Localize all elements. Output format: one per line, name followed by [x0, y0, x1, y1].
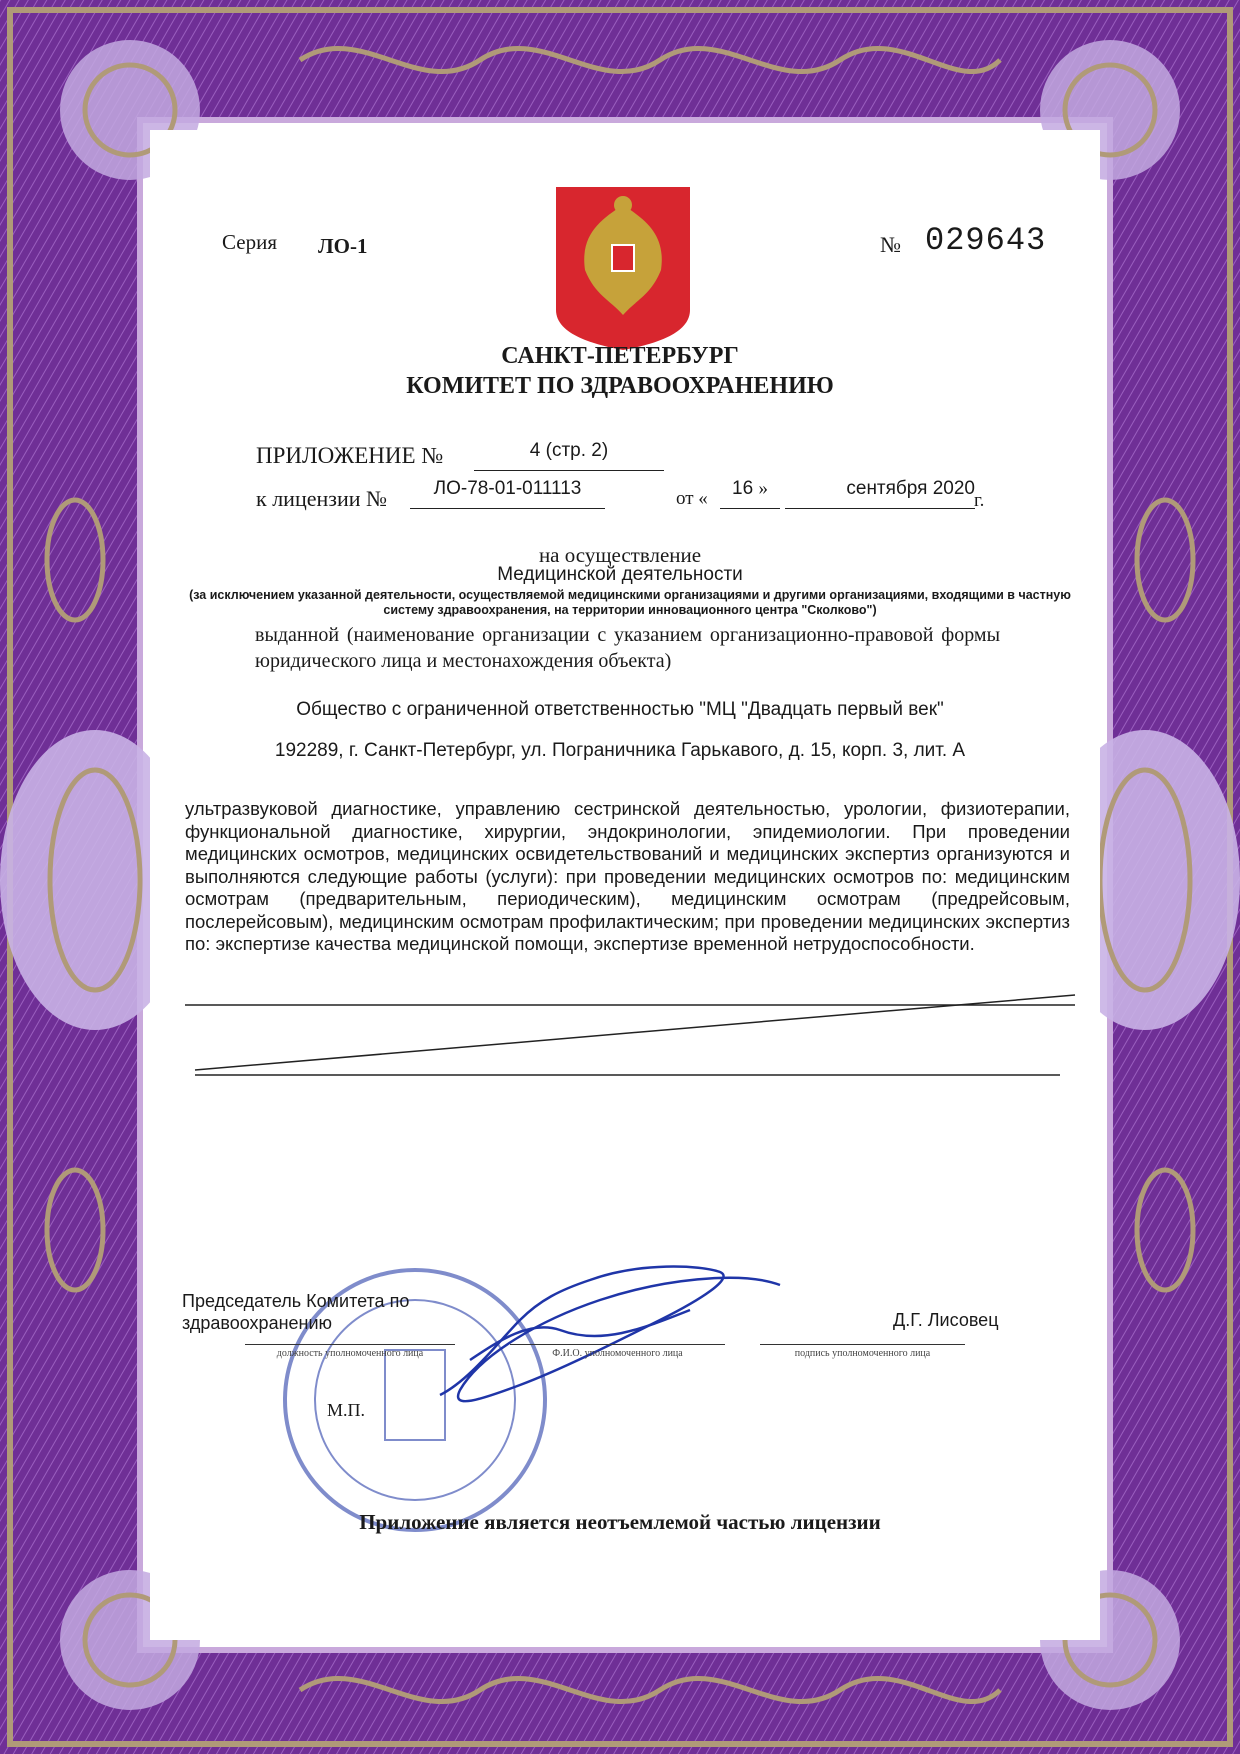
- issuer-city: САНКТ-ПЕТЕРБУРГ: [501, 343, 739, 369]
- signatory-name: Д.Г. Лисовец: [893, 1310, 999, 1330]
- license-date-day: [720, 478, 780, 500]
- position-sign-line: [245, 1344, 455, 1345]
- series-value: ЛО-1: [318, 234, 368, 258]
- form-number: 029643: [925, 222, 1047, 259]
- activity-intro: на осуществление: [538, 543, 702, 567]
- series-label: Серия: [222, 230, 277, 254]
- name-sign-line: [510, 1344, 725, 1345]
- appendix-underline: [474, 470, 664, 471]
- organization-name: Общество с ограниченной ответственностью "МЦ "Двадцать первый век": [296, 699, 944, 720]
- license-number: ЛО-78-01-011113: [433, 478, 582, 499]
- issuer-committee: КОМИТЕТ ПО ЗДРАВООХРАНЕНИЮ: [406, 373, 834, 399]
- issued-to-caption: выданной (наименование организации с указанием организационно-правовой формы юридического лица и местонахождения объекта): [255, 624, 1000, 672]
- number-sign: №: [880, 232, 901, 257]
- caption-signature: подпись уполномоченного лица: [794, 1348, 931, 1359]
- date-quote-close: »: [758, 478, 768, 499]
- date-from-label: от «: [676, 488, 708, 509]
- footer-note: Приложение является неотъемлемой частью лицензии: [359, 1510, 881, 1534]
- license-date-month-year: сентября 2020: [846, 478, 975, 499]
- date-day-underline: [720, 508, 780, 509]
- services-text: ультразвуковой диагностике, управлению сестринской деятельностью, урологии, физиотерапии, функциональной диагностике, хирургии, эндокринологии, эпидемиологии. При проведении медицинских осмотров, медицинских освидетельствований и медицинских экспертиз организуются и выполняются следующие работы (услуги): при проведении медицинских осмотров по: медицинским осмотрам (предварительным, периодическим), медицинским осмотрам (предрейсовым, послерейсовым), медицинским осмотрам профилактическим; при проведении медицинских экспертиз по: экспертизе качества медицинской помощи, экспертизе временной нетрудоспособности.: [185, 798, 1070, 954]
- date-year-suffix: г.: [974, 490, 985, 511]
- stamp-place-label: М.П.: [327, 1400, 366, 1420]
- signatory-position: Председатель Комитета по здравоохранению: [182, 1291, 410, 1333]
- caption-position: должность уполномоченного лица: [276, 1348, 424, 1359]
- coat-of-arms-icon: [556, 187, 690, 350]
- license-day-value: 16: [732, 478, 754, 499]
- appendix-label: ПРИЛОЖЕНИЕ №: [256, 443, 444, 468]
- organization-address: 192289, г. Санкт-Петербург, ул. Пограничника Гарькавого, д. 15, корп. 3, лит. А: [274, 740, 966, 761]
- date-month-underline: [785, 508, 975, 509]
- appendix-number: 4 (стр. 2): [529, 440, 609, 461]
- caption-name: Ф.И.О. уполномоченного лица: [552, 1348, 683, 1359]
- license-label: к лицензии №: [256, 486, 387, 511]
- license-underline: [410, 508, 605, 509]
- signature-sign-line: [760, 1344, 965, 1345]
- activity-type: Медицинской деятельности: [497, 564, 743, 585]
- activity-note: (за исключением указанной деятельности, осуществляемой медицинскими организациями и другими организациями, входящими в частную систему здравоохранения, на территории инновационного центра "Сколково"): [189, 588, 1071, 617]
